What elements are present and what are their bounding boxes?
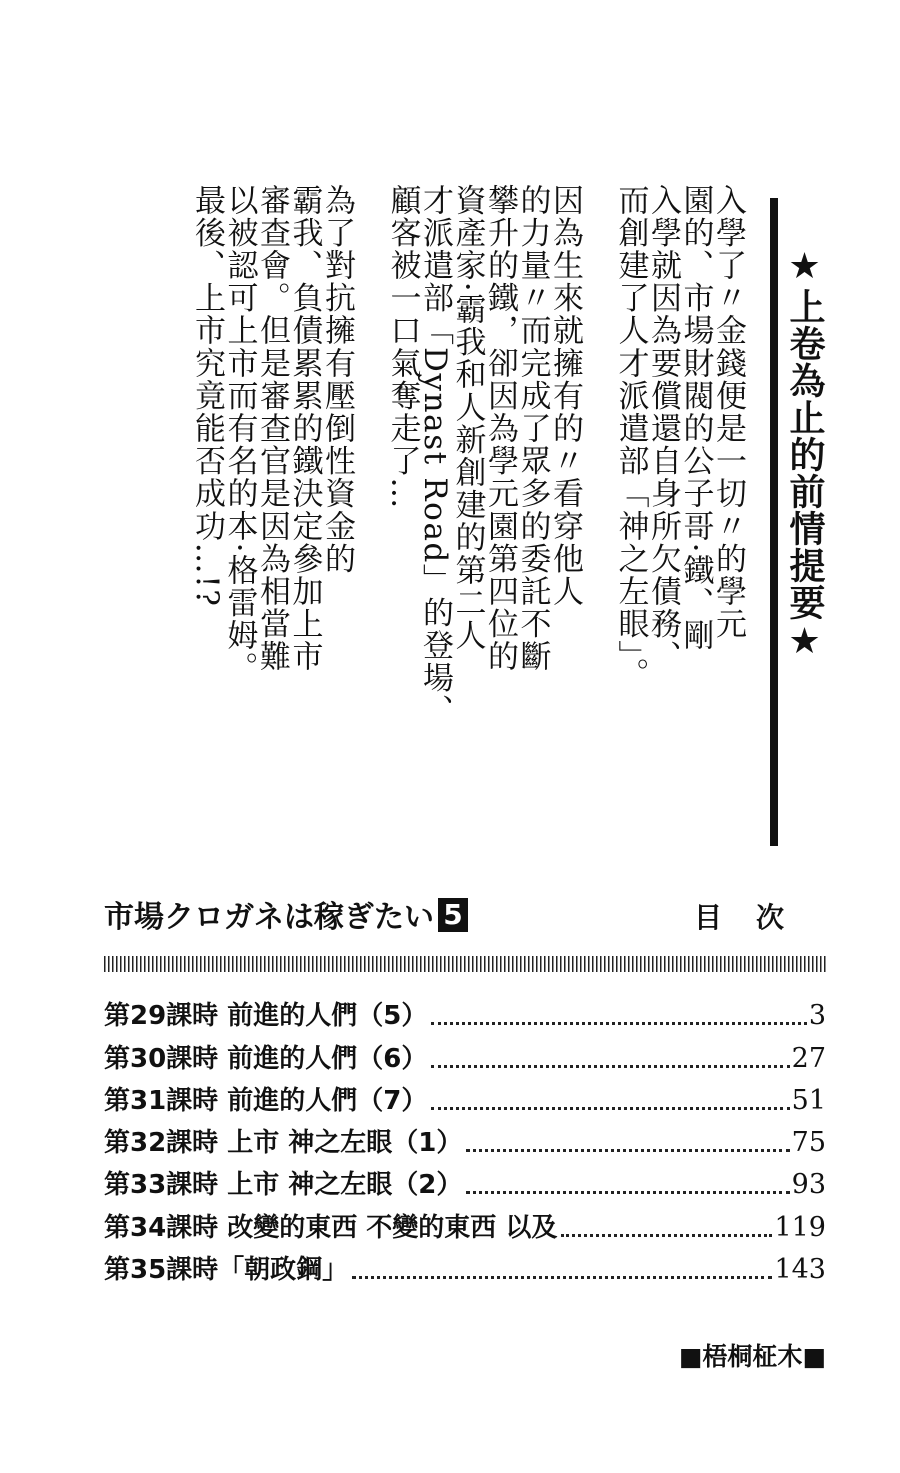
toc-entry[interactable]: [104, 993, 826, 1035]
toc-entry[interactable]: [104, 1078, 826, 1120]
toc-leader-dots: [466, 1149, 789, 1152]
toc-entry[interactable]: [104, 1204, 826, 1246]
toc-chapter-title: 第30課時 前進的人們（6）: [104, 1043, 428, 1074]
contents-label: 目次: [693, 901, 818, 934]
series-title-text: 市場クロガネは稼ぎたい: [104, 900, 434, 935]
synopsis-line: 以被認可上市而有名的本·格雷姆。: [221, 184, 258, 685]
toc-list: [104, 993, 826, 1289]
synopsis-line: 最後、上市究竟能否成功…!?: [189, 184, 225, 608]
toc-leader-dots: [466, 1191, 789, 1194]
synopsis-line: 為了對抗擁有壓倒性資金的: [319, 184, 355, 576]
toc-chapter-title: 第32課時 上市 神之左眼（1）: [104, 1128, 463, 1159]
synopsis-line: 資產家·霸我和人新創建的第二人: [449, 184, 486, 652]
toc-page-number: 51: [791, 1084, 826, 1116]
toc-entry[interactable]: [104, 1162, 826, 1204]
synopsis-line: 的力量〃而完成了眾多的委託不斷: [514, 184, 551, 673]
synopsis-line: 而創建了人才派遣部「神之左眼」。: [612, 184, 649, 691]
toc-chapter-title: 第35課時「朝政鋼」: [104, 1255, 349, 1286]
synopsis-block: [160, 170, 840, 727]
synopsis-line: 才派遣部「Dynast Road」的登場、: [417, 184, 453, 727]
toc-header: [104, 896, 826, 942]
series-title: [104, 896, 468, 940]
toc-page-number: 143: [774, 1254, 826, 1286]
synopsis-line: 霸我、負債累累的鐵決定參加上市: [286, 184, 323, 673]
toc-entry[interactable]: [104, 1035, 826, 1077]
toc-entry[interactable]: [104, 1120, 826, 1162]
toc-leader-dots: [352, 1276, 772, 1279]
toc-leader-dots: [561, 1234, 772, 1237]
synopsis-line: 顧客被一口氣奪走了…: [384, 184, 421, 510]
toc-page-number: 27: [791, 1042, 826, 1074]
author-credit: ■梧桐柾木■: [678, 1342, 826, 1371]
hatched-divider: [104, 956, 826, 972]
synopsis-line: 園的、市場財閥的公子哥·鐵、剛: [677, 184, 714, 652]
toc-leader-dots: [431, 1065, 789, 1068]
volume-badge: 5: [438, 898, 468, 932]
toc-chapter-title: 第33課時 上市 神之左眼（2）: [104, 1170, 463, 1201]
toc-leader-dots: [431, 1022, 806, 1025]
toc-leader-dots: [431, 1107, 789, 1110]
toc-page-number: 119: [774, 1211, 826, 1243]
toc-page-number: 3: [808, 1000, 826, 1032]
toc-chapter-title: 第29課時 前進的人們（5）: [104, 1001, 428, 1032]
synopsis-line: 入學了〃金錢便是一切〃的學元: [710, 184, 746, 641]
synopsis-line: 審查會。但是審查官是因為相當難: [254, 184, 290, 673]
toc-page-number: 75: [791, 1127, 826, 1159]
synopsis-line: 入學就因為要償還自身所欠債務、: [645, 184, 681, 673]
synopsis-line: 因為生來就擁有的〃看穿他人: [547, 184, 583, 608]
toc-chapter-title: 第34課時 改變的東西 不變的東西 以及: [104, 1212, 558, 1243]
toc-page-number: 93: [791, 1169, 826, 1201]
toc-chapter-title: 第31課時 前進的人們（7）: [104, 1085, 428, 1116]
toc-entry[interactable]: [104, 1247, 826, 1289]
synopsis-text: [191, 184, 745, 727]
synopsis-heading: ★上卷為止的前情提要★: [784, 246, 825, 663]
synopsis-divider: [770, 198, 778, 846]
synopsis-line: 攀升的鐵，卻因為學元園第四位的: [482, 184, 518, 673]
